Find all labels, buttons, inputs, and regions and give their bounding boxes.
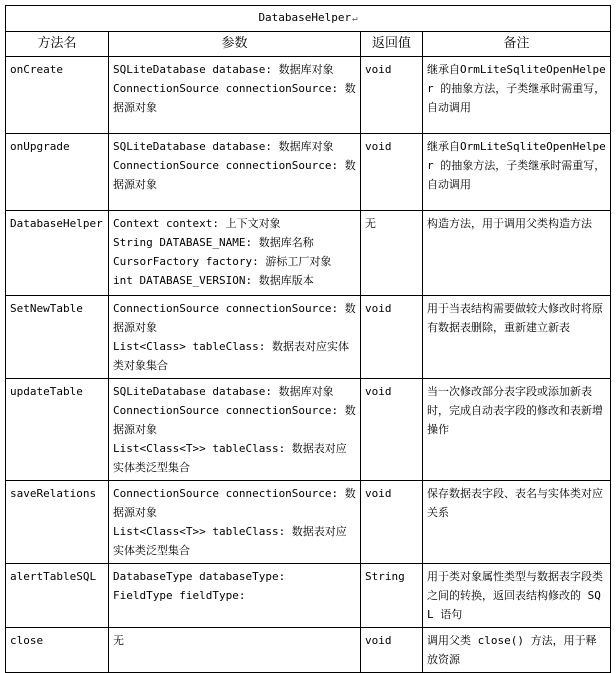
param-line: 无	[113, 634, 124, 647]
param-line: Context context: 上下文对象	[113, 217, 281, 230]
param-line: SQLiteDatabase database: 数据库对象	[113, 140, 334, 153]
notes-cell: 用于类对象属性类型与数据表字段类之间的转换，返回表结构修改的 SQL 语句	[423, 564, 611, 628]
table-row	[6, 379, 611, 481]
param-line: ConnectionSource connectionSource: 数据源对象	[113, 82, 356, 114]
notes-cell: 继承自OrmLiteSqliteOpenHelper 的抽象方法，子类继承时需重写，自动调用	[423, 57, 611, 134]
paragraph-mark-icon: ↵	[352, 14, 358, 24]
param-line: ConnectionSource connectionSource: 数据源对象	[113, 404, 356, 436]
notes-cell: 用于当表结构需要做较大修改时将原有数据表删除，重新建立新表	[423, 296, 611, 379]
notes-cell: 当一次修改部分表字段或添加新表时，完成自动表字段的修改和表新增操作	[423, 379, 611, 481]
table-row	[6, 481, 611, 564]
table-title-text: DatabaseHelper	[258, 11, 352, 24]
table-row	[6, 296, 611, 379]
notes-cell: 继承自OrmLiteSqliteOpenHelper 的抽象方法，子类继承时需重写，自动调用	[423, 134, 611, 211]
method-name-cell: saveRelations	[6, 481, 109, 564]
param-line: SQLiteDatabase database: 数据库对象	[113, 385, 334, 398]
method-name-cell: SetNewTable	[6, 296, 109, 379]
params-cell	[109, 628, 361, 673]
return-type-cell: String	[361, 564, 423, 628]
table-row	[6, 211, 611, 296]
param-line: ConnectionSource connectionSource: 数据源对象	[113, 487, 356, 519]
return-type-cell: void	[361, 296, 423, 379]
table-body	[6, 57, 611, 673]
notes-cell: 构造方法，用于调用父类构造方法	[423, 211, 611, 296]
method-name-cell: close	[6, 628, 109, 673]
params-cell	[109, 57, 361, 134]
header-params: 参数	[109, 32, 361, 57]
table-row	[6, 564, 611, 628]
params-cell	[109, 211, 361, 296]
return-type-cell: void	[361, 379, 423, 481]
params-cell	[109, 379, 361, 481]
return-type-cell: void	[361, 481, 423, 564]
param-line: int DATABASE_VERSION: 数据库版本	[113, 274, 314, 287]
param-line: String DATABASE_NAME: 数据库名称	[113, 236, 314, 249]
param-line: List<Class> tableClass: 数据表对应实体类对象集合	[113, 340, 349, 372]
method-name-cell: DatabaseHelper	[6, 211, 109, 296]
params-cell	[109, 481, 361, 564]
table-row	[6, 134, 611, 211]
database-helper-table	[5, 5, 611, 673]
header-returns: 返回值	[361, 32, 423, 57]
return-type-cell: void	[361, 134, 423, 211]
params-cell	[109, 296, 361, 379]
notes-cell: 保存数据表字段、表名与实体类对应关系	[423, 481, 611, 564]
param-line: List<Class<T>> tableClass: 数据表对应实体类泛型集合	[113, 442, 347, 474]
method-name-cell: onUpgrade	[6, 134, 109, 211]
method-name-cell: alertTableSQL	[6, 564, 109, 628]
param-line: FieldType fieldType:	[113, 589, 246, 602]
header-notes: 备注	[423, 32, 611, 57]
param-line: ConnectionSource connectionSource: 数据源对象	[113, 159, 356, 191]
param-line: SQLiteDatabase database: 数据库对象	[113, 63, 334, 76]
header-method: 方法名	[6, 32, 109, 57]
header-row	[6, 32, 611, 57]
notes-cell: 调用父类 close() 方法，用于释放资源	[423, 628, 611, 673]
table-row	[6, 628, 611, 673]
return-type-cell: 无	[361, 211, 423, 296]
params-cell	[109, 134, 361, 211]
return-type-cell: void	[361, 57, 423, 134]
return-type-cell: void	[361, 628, 423, 673]
params-cell	[109, 564, 361, 628]
param-line: DatabaseType databaseType:	[113, 570, 286, 583]
table-row	[6, 57, 611, 134]
method-name-cell: onCreate	[6, 57, 109, 134]
title-row	[6, 6, 611, 32]
param-line: CursorFactory factory: 游标工厂对象	[113, 255, 332, 268]
param-line: List<Class<T>> tableClass: 数据表对应实体类泛型集合	[113, 525, 347, 557]
method-name-cell: updateTable	[6, 379, 109, 481]
param-line: ConnectionSource connectionSource: 数据源对象	[113, 302, 356, 334]
table-title	[6, 6, 611, 32]
